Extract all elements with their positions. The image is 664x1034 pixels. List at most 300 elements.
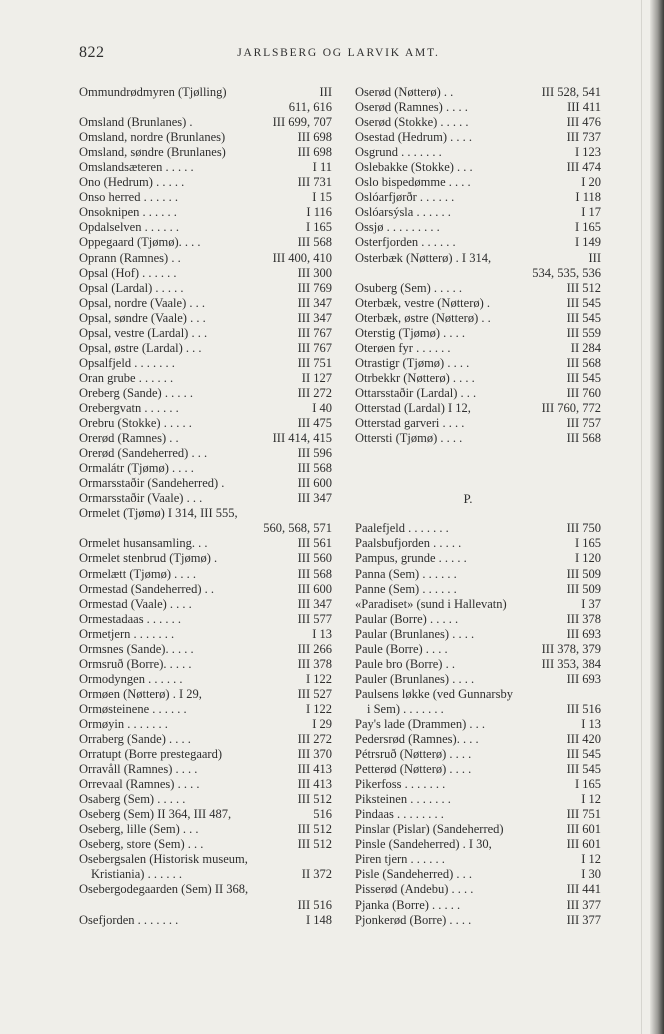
index-entry (355, 130, 601, 145)
entry-name: Opsal (Hof) . . . . . . (79, 265, 177, 280)
entry-reference: I 40 (312, 400, 332, 415)
entry-reference: III 353, 384 (541, 656, 601, 671)
index-entry (79, 416, 332, 431)
entry-name: Pinslar (Pislar) (Sandeherred) (355, 822, 504, 837)
index-entry (355, 281, 601, 296)
entry-name: Oprann (Ramnes) . . (79, 250, 181, 265)
index-entry (79, 913, 332, 928)
index-entry (79, 311, 332, 326)
entry-reference: III 760 (566, 385, 601, 400)
index-entry (355, 567, 601, 582)
entry-reference: III 767 (297, 325, 332, 340)
index-entry (355, 852, 601, 867)
entry-name: Oterbæk, østre (Nøtterø) . . (355, 310, 491, 325)
index-entry (355, 582, 601, 597)
entry-name: Omsland, nordre (Brunlanes) (79, 130, 226, 145)
section-gap (355, 461, 601, 476)
entry-reference: III 413 (297, 777, 332, 792)
entry-name: Paular (Borre) . . . . . (355, 611, 459, 626)
entry-reference: III 568 (566, 431, 601, 446)
index-entry (355, 85, 601, 100)
index-entry (355, 371, 601, 386)
index-entry (79, 371, 332, 386)
index-entry (355, 807, 601, 822)
entry-name: Oslo bispedømme . . . . (355, 175, 471, 190)
entry-name: Oterøen fyr . . . . . . (355, 340, 451, 355)
entry-name: Osebergsalen (Historisk museum, (79, 852, 248, 867)
entry-name: Osestad (Hedrum) . . . . (355, 130, 472, 145)
index-entry (79, 476, 332, 491)
entry-name: Ormøen (Nøtterø) . I 29, (79, 686, 202, 701)
entry-name: Orebergvatn . . . . . . (79, 400, 179, 415)
index-entry (355, 898, 601, 913)
entry-reference: III 600 (297, 581, 332, 596)
index-entry (79, 777, 332, 792)
entry-reference: I 29 (312, 716, 332, 731)
index-entry (355, 416, 601, 431)
index-entry (79, 702, 332, 717)
entry-reference: III (319, 85, 332, 99)
entry-name: Oserød (Stokke) . . . . . (355, 115, 469, 130)
entry-name: Pjonkerød (Borre) . . . . (355, 912, 472, 927)
entry-reference: III 512 (297, 822, 332, 837)
entry-name: Ormøyin . . . . . . . (79, 716, 168, 731)
entry-reference: III 769 (297, 280, 332, 295)
index-entry (79, 567, 332, 582)
entry-reference: III 737 (566, 130, 601, 145)
entry-reference: III 545 (566, 295, 601, 310)
index-entry (79, 837, 332, 852)
entry-reference: I 12 (581, 792, 601, 807)
index-entry (355, 642, 601, 657)
entry-reference: III 272 (297, 385, 332, 400)
entry-continuation: 534, 535, 536 (532, 265, 601, 280)
entry-reference: III 300 (297, 265, 332, 280)
index-entry (355, 672, 601, 687)
entry-name: Paule bro (Borre) . . (355, 656, 455, 671)
index-entry (79, 115, 332, 130)
index-entry (355, 386, 601, 401)
entry-name: Pauler (Brunlanes) . . . . (355, 671, 475, 686)
entry-name: Paule (Borre) . . . . (355, 641, 448, 656)
entry-name: Orebru (Stokke) . . . . . (79, 416, 192, 431)
entry-name: Paular (Brunlanes) . . . . (355, 626, 475, 641)
entry-name: Otterstad garveri . . . . (355, 416, 465, 431)
entry-name: Omsland, søndre (Brunlanes) (79, 145, 226, 160)
entry-reference: III 509 (566, 581, 601, 596)
index-entry (355, 732, 601, 747)
index-column-right (355, 85, 601, 928)
entry-name: Panne (Sem) . . . . . . (355, 581, 457, 596)
entry-reference: III 474 (566, 160, 601, 175)
entry-name: Osebergodegaarden (Sem) II 368, (79, 882, 249, 897)
entry-name: Panna (Sem) . . . . . . (355, 566, 457, 581)
entry-name: Ottarsstaðir (Lardal) . . . (355, 385, 477, 400)
entry-name: Ormestadaas . . . . . . (79, 611, 182, 626)
entry-reference: I 15 (312, 190, 332, 205)
index-entry (79, 717, 332, 732)
index-entry (79, 326, 332, 341)
index-entry (79, 341, 332, 356)
entry-name: Ormsruð (Borre). . . . . (79, 656, 192, 671)
entry-name: Opsal, søndre (Vaale) . . . (79, 310, 206, 325)
entry-continuation-text: Kristiania) . . . . . . (91, 867, 182, 882)
entry-reference: III 509 (566, 566, 601, 581)
entry-name: Osaberg (Sem) . . . . . (79, 792, 186, 807)
entry-reference: III 476 (566, 115, 601, 130)
index-entry (79, 85, 332, 100)
entry-reference: III 560 (297, 551, 332, 566)
entry-reference: III 545 (566, 747, 601, 762)
entry-reference: III 596 (297, 446, 332, 461)
entry-name: Ormodyngen . . . . . . (79, 671, 183, 686)
entry-name: Orratupt (Borre prestegaard) (79, 747, 222, 762)
entry-name: Pikerfoss . . . . . . . (355, 777, 446, 792)
entry-reference: III 420 (566, 732, 601, 747)
index-entry (79, 190, 332, 205)
entry-leader (182, 867, 302, 882)
entry-reference: I 13 (312, 626, 332, 641)
entry-name: Orraberg (Sande) . . . . (79, 732, 191, 747)
index-entry (79, 672, 332, 687)
entry-reference: I 165 (574, 777, 601, 792)
index-entry (79, 747, 332, 762)
entry-reference: III 600 (297, 476, 332, 491)
index-entry (355, 235, 601, 250)
entry-name: Ormøsteinene . . . . . . (79, 701, 187, 716)
entry-name: Paalefjeld . . . . . . . (355, 521, 449, 536)
entry-reference: III 693 (566, 671, 601, 686)
index-entry (79, 642, 332, 657)
entry-name: Opsal, østre (Lardal) . . . (79, 340, 202, 355)
index-entry (79, 536, 332, 551)
entry-reference: I 30 (581, 867, 601, 882)
entry-name: Paalsbufjorden . . . . . (355, 536, 462, 551)
index-entry (355, 356, 601, 371)
index-entry (79, 461, 332, 476)
entry-name: Ormelet stenbrud (Tjømø) . (79, 551, 218, 566)
index-entry (79, 882, 332, 897)
index-entry (79, 762, 332, 777)
entry-name: Paulsens løkke (ved Gunnarsby (355, 686, 513, 701)
index-entry (79, 852, 332, 867)
entry-reference: I 118 (575, 190, 601, 205)
entry-name: Oslóarfjørðr . . . . . . (355, 190, 455, 205)
entry-name: Pjanka (Borre) . . . . . (355, 897, 461, 912)
entry-reference: III 378 (297, 656, 332, 671)
entry-reference: III 757 (566, 416, 601, 431)
entry-name: Opsal, nordre (Vaale) . . . (79, 295, 205, 310)
entry-reference: III 750 (566, 521, 601, 536)
entry-reference: III 378, 379 (541, 641, 601, 656)
index-entry (355, 160, 601, 175)
entry-name: Oserød (Ramnes) . . . . (355, 100, 468, 115)
index-entry (79, 597, 332, 612)
entry-name: Pinsle (Sandeherred) . I 30, (355, 837, 492, 852)
entry-reference: III 545 (566, 762, 601, 777)
entry-reference: III 512 (297, 837, 332, 852)
index-entry (79, 251, 332, 266)
entry-leader (444, 702, 567, 717)
entry-reference: I 149 (574, 235, 601, 250)
index-entry (355, 341, 601, 356)
entry-reference: III (588, 250, 601, 265)
index-entry (355, 837, 601, 852)
entry-name: Osuberg (Sem) . . . . . (355, 280, 463, 295)
entry-name: Piren tjern . . . . . . (355, 852, 445, 867)
entry-reference: III 760, 772 (541, 400, 601, 415)
index-entry (79, 506, 332, 521)
index-entry (355, 326, 601, 341)
index-entry (355, 401, 601, 416)
entry-reference: I 165 (574, 536, 601, 551)
entry-name: Oseberg (Sem) II 364, III 487, (79, 807, 232, 822)
entry-name: Pedersrød (Ramnes). . . . (355, 732, 479, 747)
entry-name: Otrastigr (Tjømø) . . . . (355, 355, 470, 370)
entry-name: Ommundrødmyren (Tjølling) (79, 85, 227, 99)
entry-name: Pindaas . . . . . . . . (355, 807, 444, 822)
entry-name: Oterbæk, vestre (Nøtterø) . (355, 295, 491, 310)
entry-reference: III 411 (567, 100, 601, 115)
index-entry (355, 521, 601, 536)
entry-reference: III 347 (297, 310, 332, 325)
index-entry (355, 792, 601, 807)
page-edge-shadow (650, 0, 664, 1034)
entry-name: Onso herred . . . . . . (79, 190, 178, 205)
index-entry (355, 777, 601, 792)
entry-reference: III 512 (566, 280, 601, 295)
index-entry (79, 732, 332, 747)
entry-name: Pisle (Sandeherred) . . . (355, 867, 472, 882)
index-entry (355, 627, 601, 642)
entry-name: Otterstad (Lardal) I 12, (355, 400, 471, 415)
entry-reference: I 120 (574, 551, 601, 566)
index-entry (79, 807, 332, 822)
entry-reference: III 731 (297, 175, 332, 190)
entry-name: Ormelet (Tjømø) I 314, III 555, (79, 506, 238, 521)
entry-reference: III 699, 707 (272, 115, 332, 130)
entry-reference: III 378 (566, 611, 601, 626)
index-entry (355, 867, 601, 882)
entry-reference: III 751 (297, 355, 332, 370)
entry-reference: III 545 (566, 310, 601, 325)
entry-name: Ormelætt (Tjømø) . . . . (79, 566, 196, 581)
entry-name: Orerød (Sandeherred) . . . (79, 446, 208, 461)
section-gap (355, 446, 601, 461)
entry-reference: III 528, 541 (541, 85, 601, 99)
entry-continuation-text: i Sem) . . . . . . . (367, 701, 444, 716)
entry-name: Oseberg, store (Sem) . . . (79, 837, 204, 852)
index-entry (355, 822, 601, 837)
page-number: 822 (79, 44, 105, 61)
entry-name: Onsoknipen . . . . . . (79, 205, 177, 220)
entry-name: Ormestad (Sandeherred) . . (79, 581, 215, 596)
entry-reference: III 767 (297, 340, 332, 355)
entry-reference: III 475 (297, 416, 332, 431)
index-entry (355, 747, 601, 762)
index-entry (355, 687, 601, 702)
entry-name: Ormelet husansamling. . . (79, 536, 208, 551)
entry-reference: III 347 (297, 596, 332, 611)
entry-reference: III 377 (566, 912, 601, 927)
index-entry (355, 205, 601, 220)
entry-reference: III 266 (297, 641, 332, 656)
entry-reference: III 568 (297, 566, 332, 581)
index-entry (79, 296, 332, 311)
index-entry (79, 281, 332, 296)
entry-reference: I 148 (305, 912, 332, 927)
page-fold-line (641, 0, 642, 1034)
index-entry (355, 431, 601, 446)
index-entry (79, 401, 332, 416)
index-column-left (79, 85, 332, 928)
entry-name: Opsal, vestre (Lardal) . . . (79, 325, 208, 340)
entry-reference: III 577 (297, 611, 332, 626)
entry-reference: III 698 (297, 145, 332, 160)
entry-reference: III 601 (566, 822, 601, 837)
entry-continuation: III 516 (297, 897, 332, 912)
entry-name: Piksteinen . . . . . . . (355, 792, 451, 807)
index-entry (355, 913, 601, 928)
entry-name: «Paradiset» (sund i Hallevatn) (355, 596, 507, 611)
entry-reference: III 516 (566, 701, 601, 716)
index-entry (79, 582, 332, 597)
index-entry (79, 551, 332, 566)
index-entry (79, 130, 332, 145)
entry-reference: III 413 (297, 762, 332, 777)
entry-name: Oslebakke (Stokke) . . . (355, 160, 473, 175)
index-entry (355, 115, 601, 130)
entry-name: Petterød (Nøtterø) . . . . (355, 762, 472, 777)
entry-reference: III 559 (566, 325, 601, 340)
entry-reference: 516 (313, 807, 332, 822)
entry-reference: III 751 (566, 807, 601, 822)
index-entry (355, 717, 601, 732)
entry-name: Opsal (Lardal) . . . . . (79, 280, 184, 295)
entry-name: Oserød (Nøtterø) . . (355, 85, 454, 99)
entry-name: Ossjø . . . . . . . . . (355, 220, 440, 235)
entry-reference: III 698 (297, 130, 332, 145)
index-entry (79, 822, 332, 837)
entry-name: Osefjorden . . . . . . . (79, 912, 179, 927)
entry-name: Oseberg, lille (Sem) . . . (79, 822, 199, 837)
running-title: JARLSBERG OG LARVIK AMT. (237, 47, 440, 59)
entry-reference: I 20 (581, 175, 601, 190)
entry-reference: I 17 (581, 205, 601, 220)
entry-reference: III 568 (297, 461, 332, 476)
index-entry (79, 431, 332, 446)
entry-name: Ormsnes (Sande). . . . . (79, 641, 194, 656)
entry-reference: II 284 (570, 340, 601, 355)
index-entry (355, 657, 601, 672)
index-entry (79, 792, 332, 807)
entry-reference: I 165 (574, 220, 601, 235)
index-entry (355, 551, 601, 566)
entry-reference: III 568 (566, 355, 601, 370)
entry-name: Oppegaard (Tjømø). . . . (79, 235, 201, 250)
entry-name: Oreberg (Sande) . . . . . (79, 385, 193, 400)
entry-name: Otrbekkr (Nøtterø) . . . . (355, 370, 475, 385)
index-entry (355, 100, 601, 115)
index-entry (79, 220, 332, 235)
index-entry (79, 687, 332, 702)
index-entry (355, 597, 601, 612)
index-entry (355, 311, 601, 326)
index-entry (79, 160, 332, 175)
index-entry (79, 356, 332, 371)
entry-name: Pisserød (Andebu) . . . . (355, 882, 474, 897)
entry-name: Opdalselven . . . . . . (79, 220, 179, 235)
entry-reference: III 370 (297, 747, 332, 762)
entry-name: Pampus, grunde . . . . . (355, 551, 467, 566)
entry-reference: III 527 (297, 686, 332, 701)
entry-reference: III 601 (566, 837, 601, 852)
entry-name: Pay's lade (Drammen) . . . (355, 716, 485, 731)
index-entry (79, 386, 332, 401)
entry-name: Ottersti (Tjømø) . . . . (355, 431, 463, 446)
index-entry (79, 235, 332, 250)
index-entry (355, 882, 601, 897)
entry-name: Pétrsruð (Nøtterø) . . . . (355, 747, 472, 762)
index-entry (79, 145, 332, 160)
index-entry (355, 612, 601, 627)
index-entry (79, 491, 332, 506)
index-entry (79, 627, 332, 642)
index-entry (355, 175, 601, 190)
entry-reference: III 441 (566, 882, 601, 897)
entry-reference: I 122 (305, 671, 332, 686)
entry-name: Omsland (Brunlanes) . (79, 115, 193, 130)
index-entry (79, 446, 332, 461)
entry-name: Ormarsstaðir (Vaale) . . . (79, 491, 203, 506)
entry-name: Osterbæk (Nøtterø) . I 314, (355, 250, 492, 265)
index-entry (355, 190, 601, 205)
index-entry (79, 205, 332, 220)
entry-reference: I 165 (305, 220, 332, 235)
entry-name: Ono (Hedrum) . . . . . (79, 175, 185, 190)
entry-reference: III 561 (297, 536, 332, 551)
entry-reference: I 37 (581, 596, 601, 611)
entry-name: Oterstig (Tjømø) . . . . (355, 325, 466, 340)
entry-reference: I 123 (574, 145, 601, 160)
entry-name: Osgrund . . . . . . . (355, 145, 442, 160)
entry-name: Orravåll (Ramnes) . . . . (79, 762, 198, 777)
entry-reference: III 347 (297, 491, 332, 506)
entry-continuation (355, 702, 601, 717)
entry-reference: III 545 (566, 370, 601, 385)
entry-name: Osterfjorden . . . . . . (355, 235, 456, 250)
entry-continuation: 611, 616 (288, 100, 332, 115)
entry-reference: II 127 (301, 370, 332, 385)
index-entry (79, 612, 332, 627)
entry-name: Ormestad (Vaale) . . . . (79, 596, 192, 611)
entry-reference: III 377 (566, 897, 601, 912)
entry-reference: III 272 (297, 732, 332, 747)
entry-name: Oslóarsýsla . . . . . . (355, 205, 451, 220)
entry-reference: III 568 (297, 235, 332, 250)
index-entry (79, 657, 332, 672)
entry-name: Ormarsstaðir (Sandeherred) . (79, 476, 225, 491)
entry-reference: II 372 (301, 867, 332, 882)
entry-reference: I 122 (305, 701, 332, 716)
entry-name: Orrevaal (Ramnes) . . . . (79, 777, 200, 792)
entry-reference: III 400, 410 (272, 250, 332, 265)
entry-name: Omslandsæteren . . . . . (79, 160, 194, 175)
entry-name: Oran grube . . . . . . (79, 370, 174, 385)
entry-name: Ormetjern . . . . . . . (79, 626, 175, 641)
section-heading-p: P. (463, 491, 473, 507)
index-entry (79, 175, 332, 190)
